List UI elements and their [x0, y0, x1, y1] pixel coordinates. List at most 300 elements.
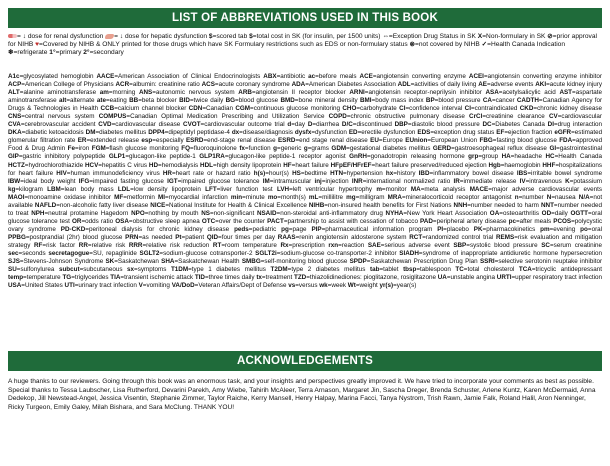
abbreviation-term: alt: [58, 97, 67, 105]
abbreviation-term: DPP4: [148, 129, 165, 137]
abbreviation-entry: RRR=relative risk reduction: [128, 241, 210, 249]
abbreviation-term: HS: [292, 169, 301, 177]
legend-item: [410, 41, 482, 48]
abbreviation-term: CI: [399, 105, 406, 113]
abbreviation-meaning: minute: [245, 193, 265, 201]
abbreviation-entry: n=number: [514, 193, 544, 201]
abbreviation-term: PCOS: [553, 217, 572, 225]
abbreviation-entry: RT=room temperature: [212, 241, 277, 249]
abbreviation-term: RT: [212, 241, 222, 249]
abbreviation-term: sx: [127, 266, 135, 274]
abbreviation-meaning: daily: [554, 209, 568, 217]
abbreviation-entry: IFG=impaired fasting glucose: [78, 177, 164, 185]
abbreviation-term: A1c: [8, 73, 20, 80]
legend-symbol: ♥: [35, 41, 40, 49]
abbreviation-term: CI: [464, 105, 471, 113]
legend-symbol: ⊗: [409, 41, 416, 49]
abbreviation-term: grp: [468, 153, 479, 161]
abbreviation-entry: FBG=fasting blood glucose: [479, 137, 557, 145]
abbreviation-entry: IBS=irritable bowel syndrome: [516, 169, 603, 177]
abbreviation-meaning: cardiovascular: [561, 113, 603, 121]
abbreviation-entry: EF=ejection fraction: [496, 129, 553, 137]
abbreviation-meaning: calcium channel blocker: [117, 105, 187, 113]
abbreviation-term: NNH: [453, 201, 468, 209]
abbreviation-term: HR: [162, 169, 172, 177]
abbreviation-term: DBP: [394, 121, 408, 129]
abbreviation-entry: esp=especially: [141, 137, 184, 145]
abbreviation-meaning: Stevens-Johnson Syndrome: [23, 258, 104, 266]
abbreviation-entry: TG=triglycerides: [62, 274, 109, 282]
abbreviation-term: MA: [410, 185, 421, 193]
abbreviation-term: BB: [129, 97, 139, 105]
abbreviation-term: HF: [283, 161, 292, 169]
abbreviation-entry: po=oral: [580, 225, 603, 233]
abbreviation-meaning: four times per day: [221, 233, 276, 241]
abbreviation-entry: m=monitor: [376, 185, 407, 193]
abbreviation-term: GDM: [331, 145, 347, 153]
abbreviation-meaning: as needed: [142, 233, 173, 241]
abbreviation-entry: CVD=cardiovascular disease: [98, 121, 181, 129]
abbreviation-entry: MAOI=monoamine oxidase inhibitor: [8, 193, 112, 201]
abbreviation-term: PK: [473, 225, 483, 233]
abbreviation-entry: INR=international normalized ratio: [351, 177, 451, 185]
legend-symbol: ✓: [481, 41, 488, 49]
abbreviation-entry: EUnion=European Union: [405, 137, 478, 145]
abbreviation-term: HCTZ: [8, 161, 25, 169]
abbreviation-term: IBD: [418, 169, 430, 177]
abbreviation-term: ACR: [115, 81, 130, 89]
legend-text: =scored tab: [212, 33, 250, 40]
abbreviation-term: mg: [346, 193, 356, 201]
abbreviation-term: NYHA: [385, 209, 404, 217]
abbreviation-meaning: bedtime: [304, 169, 327, 177]
abbreviation-meaning: heart failure preserved/reduced ejection: [375, 161, 487, 169]
abbreviation-entry: NSAID=non-steroidal anti-inflammatory drug: [256, 209, 383, 217]
abbreviation-meaning: cancer: [495, 97, 515, 105]
abbreviation-term: UA: [437, 274, 447, 282]
abbreviation-term: subcut: [58, 266, 80, 274]
legend-symbol: 1°: [49, 49, 56, 57]
abbreviation-meaning: high density lipoprotein: [216, 161, 282, 169]
abbreviation-term: N: [546, 193, 552, 201]
abbreviation-entry: HCTZ=hydrochlorothiazide: [8, 161, 84, 169]
abbreviation-term: ESRD: [185, 137, 204, 145]
abbreviation-meaning: risk factor: [46, 241, 76, 249]
abbreviation-entry: HR=heart rate or hazard ratio: [162, 169, 251, 177]
abbreviation-entry: DM=diabetes mellitus: [85, 129, 147, 137]
abbreviation-meaning: vomiting: [146, 282, 170, 290]
abbreviation-term: SK: [105, 258, 115, 266]
abbreviation-term: ABX: [263, 73, 277, 80]
abbreviation-term: CA: [482, 97, 492, 105]
abbreviation-term: NIHB: [308, 201, 325, 209]
abbreviation-term: TG: [62, 274, 72, 282]
abbreviation-term: FQ: [181, 145, 191, 153]
abbreviation-meaning: acute kidney injury: [549, 81, 603, 89]
abbreviation-meaning: number: [522, 193, 544, 201]
abbreviation-term: fx: [239, 145, 245, 153]
abbreviation-meaning: disease/diagnosis: [242, 129, 293, 137]
abbreviation-entry: UTI=urinary tract infection: [64, 282, 137, 290]
abbreviation-entry: SSRI=selective serotonin reuptake inhibitor: [479, 258, 603, 266]
abbreviation-meaning: drug interaction: [557, 121, 603, 129]
abbreviation-term: HCV: [84, 161, 99, 169]
abbreviation-term: NPO: [131, 209, 145, 217]
abbreviation-entry: IM=intramuscular: [262, 177, 312, 185]
abbreviation-entry: sx=symptoms: [127, 266, 167, 274]
abbreviation-entry: ARB=angiotensin II receptor blocker: [238, 89, 346, 97]
abbreviation-entry: HTN=hypertension: [330, 169, 383, 177]
abbreviation-meaning: not available: [8, 193, 603, 209]
abbreviation-meaning: room temperature: [225, 241, 277, 249]
abbreviation-term: mo: [267, 193, 278, 201]
abbreviation-entry: SIADH=syndrome of inappropriate antidiuretic hormone hypersecretion: [399, 250, 603, 258]
abbreviation-term: pm: [540, 225, 550, 233]
abbreviation-meaning: reaction: [341, 241, 365, 249]
abbreviation-term: SC: [541, 241, 550, 249]
abbreviation-entry: LVH=left ventricular hypertrophy: [276, 185, 373, 193]
abbreviation-term: CV: [548, 113, 558, 121]
abbreviation-term: dysfx: [294, 129, 312, 137]
abbreviation-entry: sec=seconds: [8, 250, 46, 258]
abbreviation-entry: ABX=antibiotic: [263, 73, 306, 80]
abbreviation-meaning: hospitalizations for heart failure: [8, 161, 603, 177]
abbreviation-entry: CrCl=creatinine clearance: [469, 113, 545, 121]
abbreviation-term: SHA: [161, 258, 175, 266]
abbreviation-meaning: thiazolidinediones: pioglitazone, rosiglitazone: [309, 274, 436, 282]
abbreviation-entry: OR=odds ratio: [72, 217, 114, 225]
abbreviation-entry: CV=cardiovascular: [548, 113, 603, 121]
abbreviation-meaning: number needed to treat: [8, 201, 602, 217]
abbreviation-meaning: cardiovascular disease: [115, 121, 181, 129]
abbreviation-meaning: year(s): [396, 282, 417, 290]
legend-text: =primary: [55, 49, 84, 57]
abbreviation-entry: HD=hemodialysis: [148, 161, 199, 169]
abbreviation-entry: MRA=mineralocorticoid receptor antagonist: [387, 193, 512, 201]
abbreviation-term: USA: [8, 282, 22, 290]
abbreviation-meaning: obstructive sleep apnea: [132, 217, 200, 225]
legend-text: dose for renal dysfunction: [25, 33, 106, 40]
abbreviation-term: FBG: [479, 137, 493, 145]
abbreviation-entry: vs=versus: [288, 282, 318, 290]
abbreviation-meaning: meta analysis: [424, 185, 466, 193]
abbreviation-meaning: gestational diabetes mellitus: [349, 145, 431, 153]
abbreviation-entry: CKD=chronic kidney disease: [519, 105, 602, 113]
abbreviation-term: ADL: [397, 81, 411, 89]
abbreviation-meaning: carbohydrate: [360, 105, 397, 113]
abbreviation-term: CCB: [100, 105, 115, 113]
abbreviation-meaning: acetylsalicylic acid: [502, 89, 556, 97]
legend-symbol: 2°: [83, 49, 90, 57]
abbreviation-term: EF: [496, 129, 505, 137]
abbreviation-meaning: eating: [109, 97, 127, 105]
abbreviation-meaning: fluoroquinolone: [193, 145, 237, 153]
abbreviation-meaning: myocardial infarction: [168, 193, 228, 201]
abbreviation-entry: OTC=over the counter: [201, 217, 266, 225]
abbreviation-meaning: estimated glomerular filtration rate: [8, 129, 603, 145]
abbreviation-entry: grp=group: [468, 153, 499, 161]
abbreviation-meaning: dipeptidyl peptidase-4: [168, 129, 230, 137]
abbreviation-meaning: placebo: [446, 225, 469, 233]
abbreviation-term: m: [376, 185, 382, 193]
abbreviation-entry: CI=contraindicated: [464, 105, 518, 113]
abbreviation-entry: CGM=continuous glucose monitoring: [235, 105, 340, 113]
abbreviation-entry: SGLT2i=sodium-glucose co-transporter-2 inhibitor: [255, 250, 397, 258]
abbreviation-entry: N=nausea: [546, 193, 576, 201]
abbreviation-term: URTI: [496, 274, 512, 282]
abbreviation-meaning: after meals: [519, 217, 552, 225]
abbreviation-entry: mo=month(s): [267, 193, 306, 201]
abbreviation-term: secretagogue: [48, 250, 90, 258]
abbreviation-meaning: diarrhea: [316, 121, 340, 129]
abbreviation-meaning: triglycerides: [74, 274, 109, 282]
abbreviation-entry: ACEI=angiotensin converting enzyme inhibitor: [468, 73, 603, 80]
abbreviation-term: ac: [308, 73, 316, 80]
acknowledgements-header: ACKNOWLEDGEMENTS: [8, 351, 602, 371]
abbreviation-entry: LDL=low density lipoprotein: [117, 185, 201, 193]
abbreviation-term: LBM: [47, 185, 61, 193]
abbreviation-meaning: cardiovascular outcome trial: [204, 121, 285, 129]
abbreviation-entry: am=morning: [99, 89, 136, 97]
abbreviation-entry: PI=placebo: [437, 225, 469, 233]
abbreviation-entry: pm=evening: [540, 225, 576, 233]
abbreviation-term: min: [230, 193, 243, 201]
abbreviation-term: MACE: [469, 185, 489, 193]
abbreviation-entry: A1c=glycosylated hemoglobin: [8, 73, 94, 80]
abbreviation-entry: EU=Europe: [370, 137, 403, 145]
abbreviation-entry: temp=temperature: [8, 274, 61, 282]
abbreviation-entry: HA=headache: [501, 153, 543, 161]
abbreviation-entry: IV=intravenous: [519, 177, 562, 185]
abbreviation-term: am: [99, 89, 109, 97]
abbreviation-meaning: impaired fasting glucose: [92, 177, 164, 185]
abbreviation-term: IGT: [167, 177, 178, 185]
abbreviation-term: HDL: [200, 161, 213, 169]
abbreviation-entry: AKI=acute kidney injury: [535, 81, 603, 89]
abbreviation-entry: mL=millilitre: [308, 193, 344, 201]
abbreviation-entry: BB=beta blocker: [129, 97, 177, 105]
abbreviation-meaning: metformin: [126, 193, 155, 201]
abbreviation-meaning: millilitre: [322, 193, 344, 201]
legend-symbol: ↓: [119, 33, 124, 40]
abbreviation-term: NSAID: [256, 209, 277, 217]
abbreviation-term: vs: [288, 282, 296, 290]
abbreviation-meaning: angiotensin converting enzyme inhibitor: [487, 73, 603, 80]
abbreviation-meaning: cerebrovascular accident: [24, 121, 96, 129]
abbreviation-entry: NNT=number needed to treat: [8, 201, 602, 217]
abbreviation-term: AACE: [96, 73, 115, 80]
abbreviation-entry: IBW=ideal body weight: [8, 177, 76, 185]
abbreviation-meaning: postprandial (2hr) blood glucose: [29, 233, 123, 241]
abbreviation-entry: ACR=albumin: creatinine ratio: [115, 81, 200, 89]
abbreviation-entry: ate=eating: [96, 97, 127, 105]
abbreviation-entry: SK=Saskatchewan: [105, 258, 159, 266]
abbreviation-term: OA: [489, 209, 500, 217]
legend-item: [8, 49, 49, 56]
abbreviation-meaning: sodium-glucose co-transporter-2 inhibitor: [280, 250, 397, 258]
abbreviation-term: SJS: [8, 258, 20, 266]
abbreviation-meaning: tablet: [383, 266, 399, 274]
abbreviation-entry: MI=myocardial infarction: [158, 193, 228, 201]
abbreviation-term: PD-CKD: [60, 225, 86, 233]
abbreviation-term: peds: [234, 225, 249, 233]
abbreviation-term: NICE: [150, 201, 166, 209]
legend-text: =Health Canada Indication: [487, 41, 565, 49]
abbreviation-meaning: gastroesophageal reflux disease: [454, 145, 547, 153]
abbreviation-term: PPBG: [8, 233, 26, 241]
abbreviation-entry: TID=three times daily: [194, 274, 255, 282]
abbreviation-meaning: angiotensin receptor-neprilysin inhibitor: [368, 89, 482, 97]
legend-text: =total cost in SK (for insulin, per 1500 units): [252, 33, 383, 40]
abbreviation-meaning: Saskatchewan: [117, 258, 159, 266]
abbreviation-entry: ADL=activities of daily living: [397, 81, 477, 89]
legend-text: dose for hepatic dysfunction: [123, 33, 209, 40]
abbreviation-meaning: United States: [24, 282, 63, 290]
abbreviation-term: ARNI: [349, 89, 365, 97]
abbreviation-entry: HHF=hospitalizations for heart failure: [8, 161, 603, 177]
abbreviation-meaning: self-monitoring blood glucose: [264, 258, 348, 266]
abbreviation-entry: SMBG=self-monitoring blood glucose: [241, 258, 348, 266]
abbreviation-term: NPH: [31, 209, 45, 217]
abbreviation-entry: pc=after meals: [508, 217, 552, 225]
abbreviation-meaning: type 2 diabetes mellitus: [291, 266, 366, 274]
abbreviation-term: T2DM: [270, 266, 288, 274]
abbreviation-meaning: partnership to assist with cessation of tobacco: [287, 217, 418, 225]
abbreviation-entry: SJS=Stevens-Johnson Syndrome: [8, 258, 104, 266]
abbreviation-term: SBP: [453, 241, 467, 249]
abbreviation-term: wk: [319, 282, 328, 290]
legend-symbol: ❄: [8, 49, 14, 57]
abbreviation-entry: BP=blood pressure: [425, 97, 481, 105]
abbreviation-meaning: irritable bowel syndrome: [531, 169, 603, 177]
legend-symbol: $: [208, 33, 213, 40]
abbreviation-entry: NPO=nothing by mouth: [131, 209, 199, 217]
abbreviation-entry: g=grams: [303, 145, 329, 153]
abbreviation-term: ARB: [238, 89, 252, 97]
abbreviation-term: dx: [231, 129, 240, 137]
abbreviation-term: PAD: [420, 217, 433, 225]
abbreviation-term: IFG: [78, 177, 90, 185]
abbreviation-meaning: hypertension: [346, 169, 383, 177]
abbreviation-term: DI: [547, 121, 554, 129]
abbreviation-term: OSA: [115, 217, 129, 225]
abbreviation-entry: OGTT=oral glucose tolerance test: [8, 209, 603, 225]
abbreviation-entry: PRN=as needed: [125, 233, 173, 241]
abbreviation-entry: AST=aspartate aminotransferase: [8, 89, 602, 105]
abbreviation-entry: CCB=calcium channel blocker: [100, 105, 187, 113]
abbreviation-entry: tx=treatment: [256, 274, 293, 282]
abbreviation-term: d: [287, 121, 292, 129]
abbreviation-meaning: chronic kidney disease: [537, 105, 602, 113]
abbreviation-term: AST: [559, 89, 573, 97]
abbreviation-term: ED: [348, 129, 358, 137]
abbreviation-meaning: SU, repaglinide: [92, 250, 137, 258]
abbreviation-term: CVD: [98, 121, 112, 129]
abbreviation-meaning: headache: [514, 153, 543, 161]
abbreviation-meaning: Europe: [382, 137, 403, 145]
abbreviation-meaning: heart failure: [295, 161, 329, 169]
abbreviation-entry: OA=osteoarthritis: [489, 209, 539, 217]
abbreviation-term: K: [565, 177, 570, 185]
abbreviation-meaning: impaired glucose tolerance: [181, 177, 260, 185]
abbreviation-meaning: acute coronary syndrome: [218, 81, 290, 89]
abbreviation-entry: SHA=Saskatchewan Health: [161, 258, 240, 266]
abbreviation-meaning: liver function test: [220, 185, 273, 193]
abbreviation-meaning: non-steroidal anti-inflammatory drug: [280, 209, 383, 217]
abbreviation-meaning: seconds: [22, 250, 46, 258]
abbreviation-meaning: angiotensin converting enzyme: [376, 73, 466, 80]
abbreviation-entry: FGM=flash glucose monitoring: [91, 145, 179, 153]
abbreviation-meaning: weight: [359, 282, 378, 290]
abbreviation-entry: V=vomiting: [138, 282, 170, 290]
abbreviation-meaning: grams: [311, 145, 329, 153]
abbreviation-term: tx: [256, 274, 262, 282]
abbreviation-term: GERD: [432, 145, 452, 153]
symbol-legend: [8, 33, 602, 58]
abbreviation-meaning: diabetes mellitus: [99, 129, 147, 137]
abbreviation-entry: IGT=impaired glucose tolerance: [167, 177, 260, 185]
abbreviation-entry: dysfx=dysfunction: [294, 129, 347, 137]
abbreviation-entry: ALT=alanine aminotransferase: [8, 89, 97, 97]
abbreviation-meaning: number needed to harm: [470, 201, 539, 209]
abbreviation-meaning: milligram: [359, 193, 385, 201]
abbreviation-entry: TIA=transient ischemic attack: [110, 274, 194, 282]
abbreviation-entry: PPBG=postprandial (2hr) blood glucose: [8, 233, 123, 241]
abbreviation-meaning: especially: [155, 137, 184, 145]
abbreviation-entry: GLP1=glucagon-like peptide-1: [108, 153, 196, 161]
abbreviation-meaning: neutral protamine Hagedorn: [48, 209, 129, 217]
abbreviation-meaning: erectile dysfunction: [361, 129, 416, 137]
abbreviation-term: HC: [545, 153, 555, 161]
abbreviation-term: HIV: [56, 169, 67, 177]
abbreviation-term: SGLT2i: [255, 250, 277, 258]
abbreviation-meaning: flash glucose monitoring: [109, 145, 179, 153]
abbreviation-meaning: patient: [185, 233, 205, 241]
legend-symbol: ⇔: [382, 33, 389, 40]
abbreviation-term: RF: [33, 241, 43, 249]
abbreviation-term: ACEI: [468, 73, 484, 80]
abbreviation-entry: HDL=high density lipoprotein: [200, 161, 282, 169]
abbreviation-entry: URTI=upper respiratory tract infection: [496, 274, 603, 282]
abbreviation-entry: CA=cancer: [482, 97, 515, 105]
abbreviation-meaning: before meals: [318, 73, 357, 80]
abbreviation-term: sec: [8, 250, 19, 258]
abbreviation-entry: GnRH=gonadotropin releasing hormone: [349, 153, 465, 161]
abbreviation-entry: QID=four times per day: [206, 233, 276, 241]
abbreviation-meaning: gastric inhibitory polypeptide: [22, 153, 106, 161]
abbreviation-term: BMI: [359, 97, 372, 105]
abbreviation-term: DKA: [8, 129, 22, 137]
abbreviation-term: UTI: [64, 282, 75, 290]
abbreviation-meaning: Canadian: [206, 105, 233, 113]
abbreviation-term: rxn: [328, 241, 339, 249]
abbreviation-entry: pg=page: [281, 225, 307, 233]
abbreviation-entry: g=generic: [273, 145, 302, 153]
abbreviation-term: TCA: [518, 266, 532, 274]
legend-symbol: $: [249, 33, 253, 40]
abbreviation-term: N/A: [578, 193, 590, 201]
abbreviation-meaning: odds ratio: [85, 217, 114, 225]
abbreviation-entry: LFT=liver function test: [205, 185, 273, 193]
abbreviation-entry: GERD=gastroesophageal reflux disease: [432, 145, 547, 153]
abbreviation-meaning: approved Food & Drug Admin: [8, 137, 603, 153]
abbreviation-term: hx: [385, 169, 394, 177]
abbreviation-meaning: major adverse cardiovascular events: [491, 185, 603, 193]
abbreviation-entry: CHO=carbohydrate: [342, 105, 397, 113]
abbreviation-meaning: nausea: [555, 193, 576, 201]
abbreviation-term: Fe: [67, 145, 76, 153]
abbreviation-entry: IR=immediate release: [453, 177, 517, 185]
